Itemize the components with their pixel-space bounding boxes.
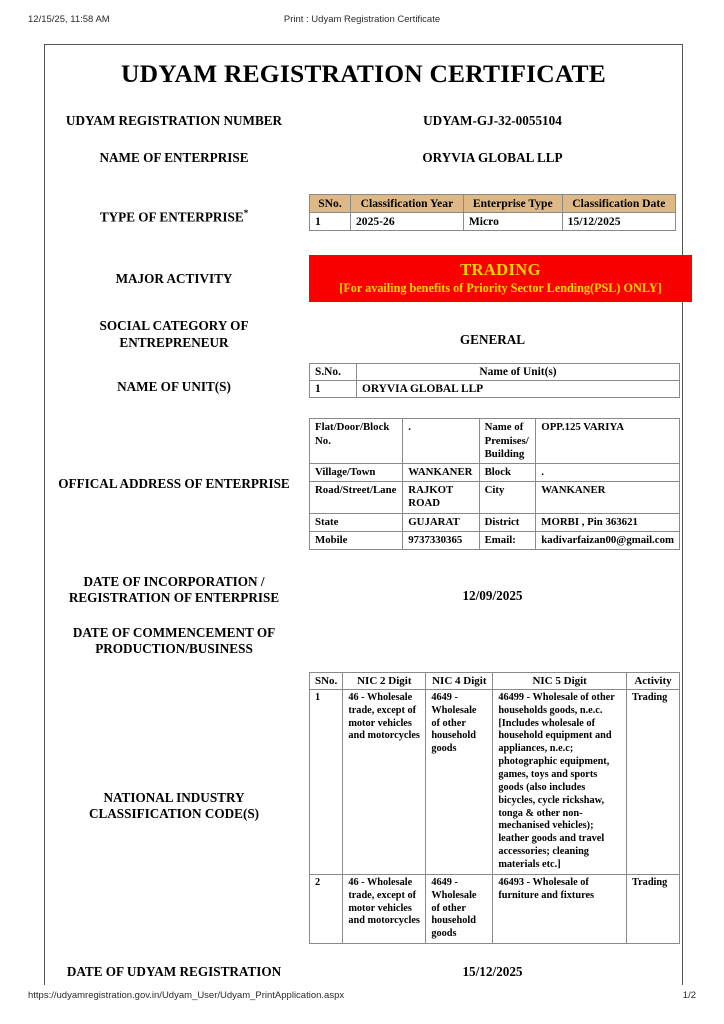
nic-cell-5digit: 46493 - Wholesale of furniture and fixtures [493, 874, 627, 943]
units-header-sno: S.No. [310, 364, 357, 381]
address-label-block: Block [479, 464, 536, 482]
print-date: 12/15/25, 11:58 AM [28, 14, 110, 25]
address-label-city: City [479, 482, 536, 513]
nic-table-wrap [303, 672, 682, 944]
nic-cell-2digit: 46 - Wholesale trade, except of motor vehicles and motorcycles [343, 689, 426, 874]
address-value-premises: OPP.125 VARIYA [536, 419, 680, 464]
type-of-enterprise-label-text: TYPE OF ENTERPRISE [99, 209, 244, 225]
table-row [310, 689, 680, 874]
address-value-flat: . [403, 419, 479, 464]
table-row [310, 874, 680, 943]
address-value-road: RAJKOT ROAD [403, 482, 479, 513]
trading-banner-main: TRADING [460, 260, 541, 279]
row-social-category [45, 318, 682, 351]
date-incorporation-value: 12/09/2025 [462, 587, 523, 603]
address-label-village: Village/Town [310, 464, 403, 482]
major-activity-label: MAJOR ACTIVITY [115, 271, 233, 286]
name-of-enterprise-label: NAME OF ENTERPRISE [99, 149, 249, 165]
type-of-enterprise-asterisk: * [243, 208, 249, 218]
row-registration-number [45, 113, 682, 130]
classification-cell-date: 15/12/2025 [562, 213, 675, 231]
certificate-title: UDYAM REGISTRATION CERTIFICATE [121, 59, 606, 88]
units-table [309, 363, 680, 398]
units-cell-sno: 1 [310, 381, 357, 398]
row-type-of-enterprise [45, 194, 682, 231]
social-category-value: GENERAL [459, 332, 526, 348]
address-label-flat: Flat/Door/Block No. [310, 419, 403, 464]
units-table-wrap [303, 363, 682, 398]
trading-banner [309, 255, 692, 302]
address-label-state: State [310, 513, 403, 531]
address-value-village: WANKANER [403, 464, 479, 482]
name-of-units-label: NAME OF UNIT(S) [117, 379, 231, 395]
row-date-commencement [45, 625, 682, 658]
classification-header-year: Classification Year [351, 195, 464, 213]
address-value-block: . [536, 464, 680, 482]
table-row [310, 213, 676, 231]
table-row [310, 482, 680, 513]
name-of-enterprise-value: ORYVIA GLOBAL LLP [422, 149, 563, 165]
nic-cell-5digit: 46499 - Wholesale of other households goods, n.e.c. [Includes wholesale of household equipment and appliances, n.e.c; photographic equipment, games, toys and sports goods (also includes bicycles, cycle rickshaw, tonga & other non-mechanised vehicles); leather goods and travel accessories; cleaning materials etc.] [493, 689, 627, 874]
table-header-row [310, 672, 680, 689]
print-footer-page: 1/2 [682, 990, 696, 1001]
row-name-of-enterprise [45, 150, 682, 167]
nic-cell-4digit: 4649 - Wholesale of other household goods [426, 874, 493, 943]
table-row [310, 381, 680, 398]
print-title: Print : Udyam Registration Certificate [283, 14, 441, 25]
classification-cell-type: Micro [463, 213, 562, 231]
address-value-mobile: 9737330365 [403, 531, 479, 549]
print-header [0, 14, 724, 30]
social-category-label: SOCIAL CATEGORY OF ENTREPRENEUR [99, 318, 249, 350]
address-label-road: Road/Street/Lane [310, 482, 403, 513]
date-commencement-label: DATE OF COMMENCEMENT OF PRODUCTION/BUSINESS [72, 624, 276, 657]
address-value-email: kadivarfaizan00@gmail.com [536, 531, 680, 549]
address-label-email: Email: [479, 531, 536, 549]
address-value-district: MORBI , Pin 363621 [536, 513, 680, 531]
nic-header-sno: SNo. [310, 672, 343, 689]
nic-header-activity: Activity [627, 672, 680, 689]
nic-cell-2digit: 46 - Wholesale trade, except of motor vehicles and motorcycles [343, 874, 426, 943]
nic-table [309, 672, 680, 944]
certificate-frame [44, 44, 683, 985]
classification-header-sno: SNo. [310, 195, 351, 213]
table-row [310, 531, 680, 549]
address-table-wrap [303, 418, 682, 549]
address-value-city: WANKANER [536, 482, 680, 513]
classification-table [309, 194, 676, 231]
registration-number-label: UDYAM REGISTRATION NUMBER [65, 113, 283, 128]
registration-number-value: UDYAM-GJ-32-0055104 [423, 113, 562, 128]
units-header-name: Name of Unit(s) [357, 364, 680, 381]
classification-header-type: Enterprise Type [463, 195, 562, 213]
classification-cell-year: 2025-26 [351, 213, 464, 231]
nic-header-5digit: NIC 5 Digit [493, 672, 627, 689]
major-activity-banner-wrap [303, 255, 692, 302]
table-header-row [310, 195, 676, 213]
print-footer-url: https://udyamregistration.gov.in/Udyam_User/Udyam_PrintApplication.aspx [28, 990, 345, 1001]
row-date-udyam-registration [45, 964, 682, 981]
classification-header-date: Classification Date [562, 195, 675, 213]
address-label-premises: Name of Premises/ Building [479, 419, 536, 464]
table-header-row [310, 364, 680, 381]
date-udyam-registration-value: 15/12/2025 [462, 964, 523, 980]
row-major-activity [45, 255, 682, 302]
address-value-state: GUJARAT [403, 513, 479, 531]
date-udyam-registration-label: DATE OF UDYAM REGISTRATION [66, 964, 282, 980]
print-footer [0, 990, 724, 1006]
units-cell-name: ORYVIA GLOBAL LLP [357, 381, 680, 398]
nic-cell-activity: Trading [627, 689, 680, 874]
table-row [310, 464, 680, 482]
nic-cell-activity: Trading [627, 874, 680, 943]
table-row [310, 419, 680, 464]
trading-banner-sub: [For availing benefits of Priority Sector Lending(PSL) ONLY] [339, 280, 662, 295]
address-label-mobile: Mobile [310, 531, 403, 549]
row-official-address [45, 418, 682, 549]
nic-cell-sno: 1 [310, 689, 343, 874]
nic-header-4digit: NIC 4 Digit [426, 672, 493, 689]
row-date-incorporation [45, 574, 682, 607]
nic-cell-4digit: 4649 - Wholesale of other household goods [426, 689, 493, 874]
date-incorporation-label: DATE OF INCORPORATION / REGISTRATION OF ENTERPRISE [68, 573, 280, 606]
nic-cell-sno: 2 [310, 874, 343, 943]
row-name-of-units [45, 363, 682, 398]
type-of-enterprise-label [45, 194, 303, 226]
nic-label: NATIONAL INDUSTRY CLASSIFICATION CODE(S) [88, 789, 260, 822]
row-nic-codes [45, 672, 682, 944]
address-label-district: District [479, 513, 536, 531]
classification-cell-sno: 1 [310, 213, 351, 231]
address-table [309, 418, 680, 549]
nic-header-2digit: NIC 2 Digit [343, 672, 426, 689]
table-row [310, 513, 680, 531]
classification-table-wrap [303, 194, 682, 231]
official-address-label: OFFICAL ADDRESS OF ENTERPRISE [58, 476, 290, 492]
